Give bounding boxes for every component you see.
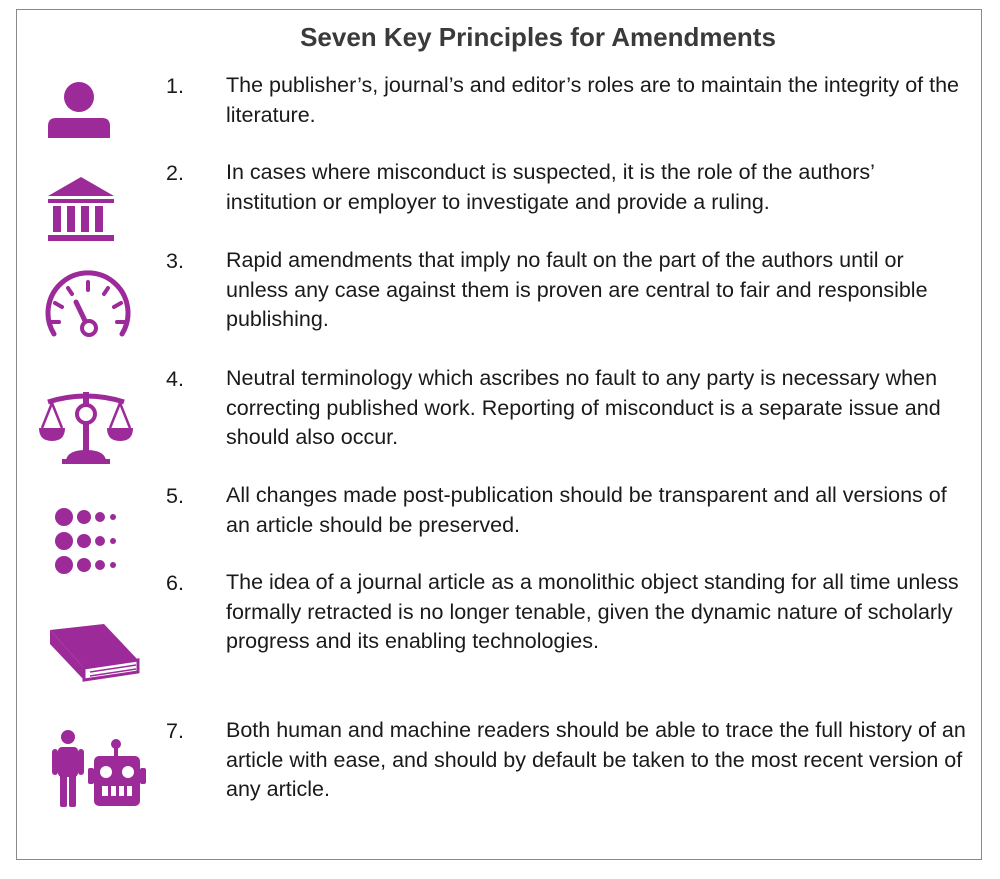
principle-6-text: The idea of a journal article as a monolithic object standing for all time unless formally retracted is no longer tenable, given the dynamic nature of scholarly progress and its enabling technologies. bbox=[226, 570, 959, 653]
book-icon bbox=[46, 622, 142, 684]
principle-2-number: 2. bbox=[166, 161, 184, 185]
institution-icon bbox=[46, 176, 116, 244]
dots-grid-icon bbox=[54, 506, 124, 578]
principle-7-number: 7. bbox=[166, 719, 184, 743]
principle-4-text: Neutral terminology which ascribes no fault to any party is necessary when correcting published work. Reporting of misconduct is a separate issue and should also occur. bbox=[226, 366, 941, 449]
speedometer-icon bbox=[42, 270, 134, 342]
page-title: Seven Key Principles for Amendments bbox=[300, 22, 776, 52]
principle-4-number: 4. bbox=[166, 367, 184, 391]
principle-1-number: 1. bbox=[166, 74, 184, 98]
principle-3-number: 3. bbox=[166, 249, 184, 273]
principle-6-number: 6. bbox=[166, 571, 184, 595]
principle-2-text: In cases where misconduct is suspected, it is the role of the authors’ institution or employer to investigate and provide a ruling. bbox=[226, 160, 875, 214]
scales-icon bbox=[38, 386, 134, 466]
human-and-robot-icon bbox=[50, 728, 150, 812]
principle-1-text: The publisher’s, journal’s and editor’s roles are to maintain the integrity of the literature. bbox=[226, 73, 960, 127]
principle-5-number: 5. bbox=[166, 484, 184, 508]
person-icon bbox=[44, 80, 114, 142]
principle-5-text: All changes made post-publication should be transparent and all versions of an article should be preserved. bbox=[226, 483, 947, 537]
principle-7-text: Both human and machine readers should be able to trace the full history of an article with ease, and should by default be taken to the most recent version of any article. bbox=[226, 718, 966, 801]
principle-3-text: Rapid amendments that imply no fault on the part of the authors until or unless any case against them is proven are central to fair and responsible publishing. bbox=[226, 248, 928, 331]
